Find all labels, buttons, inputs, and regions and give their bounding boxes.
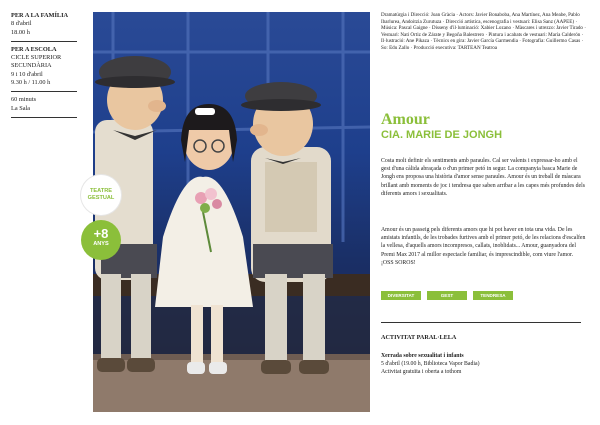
tag-diversitat: DIVERSITAT: [381, 291, 421, 300]
school-block: [11, 46, 77, 92]
show-photo: [93, 12, 370, 412]
theme-tags: [381, 291, 513, 300]
photo-illustration: [93, 12, 370, 412]
genre-badge: [81, 175, 121, 215]
show-title: Amour: [381, 111, 430, 128]
genre-line1: TEATRE: [90, 188, 112, 194]
school-heading: PER A ESCOLA: [11, 45, 57, 53]
description-paragraph-2: Amour és un passeig pels diferents amors que hi pot haver en tota una vida. De les amistats infantils, de les trobades furtives amb el primer petó, de les relacions d'escalfen la vellesa, d'aquells amors incompresos, callats, inoblidats... Amour, guanyadora del Premi Max 2017 al millor espectacle familiar, és imprescindible, com viure l'amor. ¡OSS SOROS!: [381, 227, 586, 266]
info-block: [11, 96, 77, 118]
tag-tendresa: TENDRESA: [473, 291, 513, 300]
genre-line2: GESTUAL: [87, 194, 115, 201]
age-badge: [81, 220, 121, 260]
activity-note: Activitat gratuïta i oberta a tothom: [381, 369, 462, 376]
activity-title: ACTIVITAT PARAL·LELA: [381, 334, 457, 341]
school-time: 9.30 h / 11.00 h: [11, 79, 51, 87]
activity-name: Xerrada sobre sexualitat i infants: [381, 353, 464, 359]
tag-gest: GEST: [427, 291, 467, 300]
duration: 60 minuts: [11, 96, 37, 104]
company-name: CIA. MARIE DE JONGH: [381, 129, 503, 141]
family-heading: PER A LA FAMÍLIA: [11, 12, 69, 19]
schedule-column: [11, 12, 77, 122]
school-level2: SECUNDÀRIA: [11, 62, 52, 70]
family-date: 8 d'abril: [11, 20, 32, 28]
section-divider: [381, 322, 581, 323]
venue: La Sala: [11, 104, 31, 112]
credits-text: Dramatúrgia i Direcció: Joan Gràcia · Actors: Javier Bonaboba, Ana Martínez, Ana Meabe, Pablo Ibarlurea, Andoitzia Zurutuza · Direcció artística, escenografia i vestuari: Elisa Sanz (AAPEE) · Música: Pascal Gaigne · Disseny d'il·luminació: Xabier Lozano · Màscares i utrezzo: Javier Tirado · Vestuari: Nati Ortiz de Zárate y Begoña Balestrero · Pintura i acabats de vestuari: María Calderón · Il·lustració: Ane Pikaza · Tècnics en gira: Javier García Garmendia · Fotografia: Guillermo Casas · So: Edu Zallo · Producció executiva: TARTEAN Teatroa: [381, 12, 586, 51]
family-time: 18.00 h: [11, 28, 30, 36]
school-level: CICLE SUPERIOR: [11, 54, 62, 62]
age-value: +8: [93, 226, 109, 241]
description-paragraph-1: Costa molt definir els sentiments amb paraules. Cal ser valents i expressar-ho amb el gest d'una càlida abraçada o d'un primer petó in segur. La companyia basca Marie de Jongh ens proposa una història d'amor sense paraules. Amour és un treball de màscara brillant amb moments de joc i tendresa que saben arribar a les capes més profundes dels diferents amors i sexualitats.: [381, 158, 585, 197]
age-unit: ANYS: [93, 241, 109, 247]
school-date: 9 i 10 d'abril: [11, 70, 43, 78]
activity-when: 5 d'abril (19.00 h, Biblioteca Vapor Badia): [381, 361, 480, 368]
family-block: [11, 12, 77, 42]
activity-details: [381, 352, 586, 377]
